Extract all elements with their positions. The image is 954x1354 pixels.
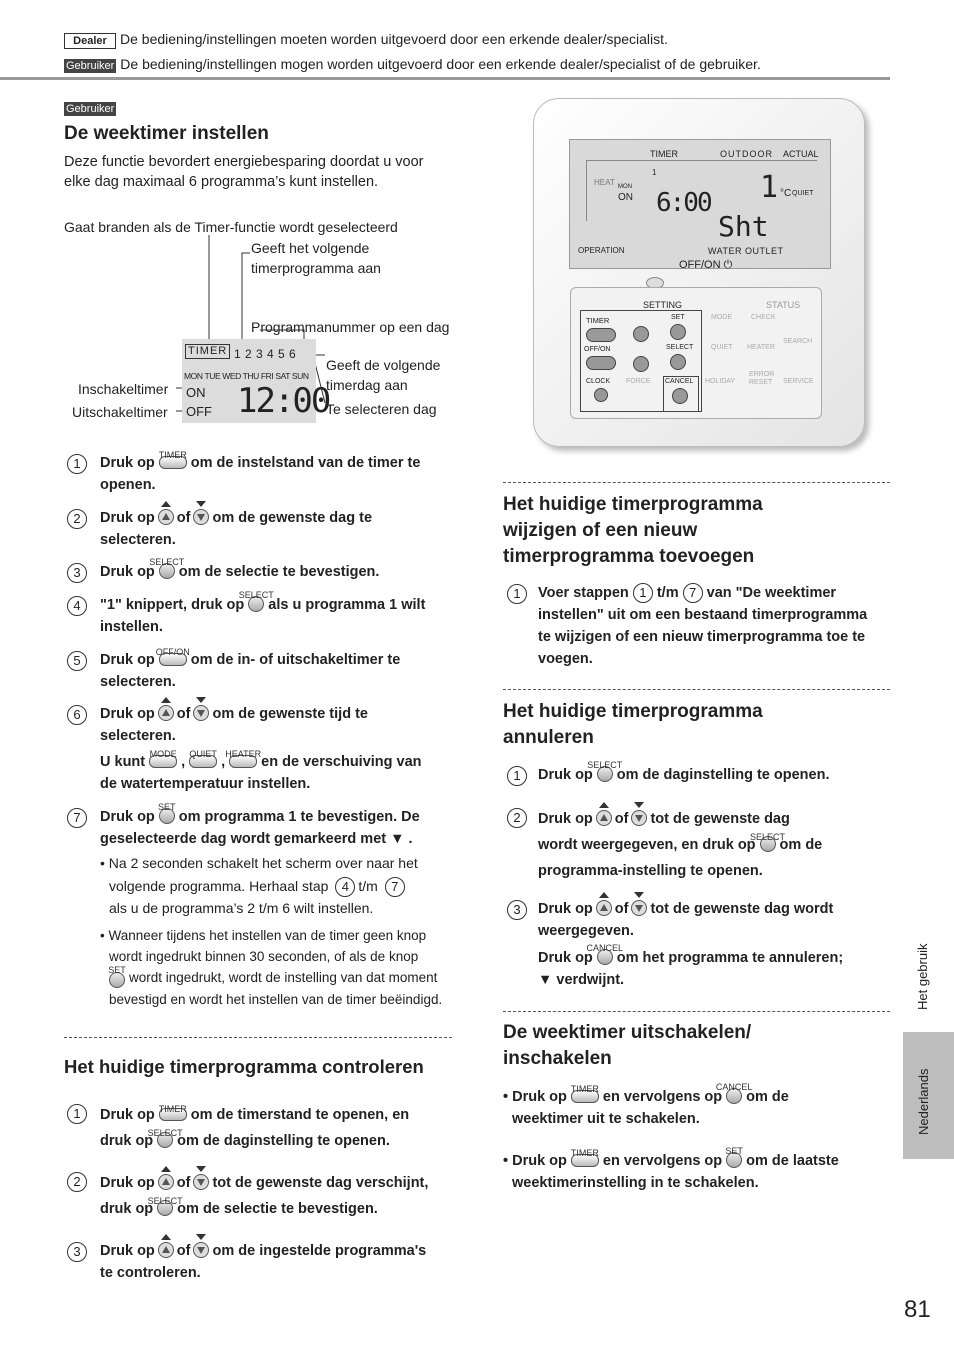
up-button-icon xyxy=(596,810,612,826)
section3-title-line3: timerprogramma toevoegen xyxy=(503,546,755,567)
step-2-number: 2 xyxy=(67,509,87,529)
remote-lcd-sht: Sht xyxy=(718,210,769,243)
step-2-text-a: Druk op xyxy=(100,510,155,526)
remote-btn-quiet-label: QUIET xyxy=(711,344,733,351)
step-5-text-a: Druk op xyxy=(100,652,155,668)
timer-button-label: TIMER xyxy=(158,1103,187,1114)
down-button-icon xyxy=(193,509,209,525)
remote-lcd-time: 6:00 xyxy=(656,188,711,218)
note-1-line-a: • Na 2 seconden schakelt het scherm over naar het xyxy=(100,855,418,871)
heater-button-icon xyxy=(225,748,262,768)
down-button-icon xyxy=(193,1242,209,1258)
s4-step2-d: om de xyxy=(779,837,823,853)
quiet-button-icon xyxy=(189,748,217,768)
section1-tag-wrap xyxy=(64,99,120,117)
step-3-text-a: Druk op xyxy=(100,564,155,580)
select-button-label: SELECT xyxy=(750,832,786,843)
set-button-label: SET xyxy=(108,965,126,976)
remote-lcd-on: ON xyxy=(618,192,633,203)
note-step-4-ref: 4 xyxy=(335,877,355,897)
step-1-text-c: openen. xyxy=(100,477,156,493)
step-6-comma-1: , xyxy=(181,754,186,770)
remote-btn-holiday-label: HOLIDAY xyxy=(705,378,736,385)
note-1-tm: t/m xyxy=(358,878,378,894)
note-1-line-b: volgende programma. Herhaal stap xyxy=(109,878,329,894)
side-tab-het-gebruik xyxy=(903,930,947,1020)
s5-b2-d: weektimerinstelling in te schakelen. xyxy=(512,1175,759,1191)
remote-btn-offon xyxy=(586,356,616,370)
s5-b1-b: en vervolgens op xyxy=(602,1089,723,1105)
set-button-label: SET xyxy=(725,1146,743,1157)
s4-step3-e: om het programma te annuleren; xyxy=(616,950,844,966)
step-6-text-b: om de gewenste tijd te xyxy=(212,706,368,722)
step-1 xyxy=(100,449,460,496)
s2-step2-of: of xyxy=(176,1175,191,1191)
remote-btn-service-label: SERVICE xyxy=(783,378,814,385)
lcd-timer-label: TIMER xyxy=(185,344,230,359)
s2-step3-c: te controleren. xyxy=(100,1265,201,1281)
section4-title-line2: annuleren xyxy=(503,727,594,748)
section4-step-1-number: 1 xyxy=(507,766,527,786)
remote-lcd-outdoor: OUTDOOR xyxy=(720,149,773,159)
s4-step1-a: Druk op xyxy=(538,767,593,783)
s4-step2-b: tot de gewenste dag xyxy=(650,811,790,827)
user-text: De bediening/instellingen mogen worden uitgevoerd door een erkende dealer/specialist of de gebruiker. xyxy=(120,56,761,72)
user-line xyxy=(64,55,761,73)
down-button-icon xyxy=(193,1174,209,1190)
note-step-7-ref: 7 xyxy=(385,877,405,897)
remote-offon-text: OFF/ON xyxy=(679,259,721,271)
s4-step2-a: Druk op xyxy=(538,811,593,827)
step-2 xyxy=(100,507,460,551)
s3-text-d: instellen" uit om een bestaand timerprogramma xyxy=(538,607,868,623)
down-button-icon xyxy=(631,900,647,916)
header-rule xyxy=(0,77,890,80)
page-number: 81 xyxy=(904,1296,931,1323)
section4-step-3 xyxy=(538,898,883,942)
quiet-button-label: QUIET xyxy=(189,748,217,759)
s5-b2-a: • Druk op xyxy=(503,1153,567,1169)
step-5-text-b: om de in- of uitschakeltimer te xyxy=(190,652,401,668)
remote-setting: SETTING xyxy=(643,300,683,310)
s2-step2-b: tot de gewenste dag verschijnt, xyxy=(212,1175,429,1191)
step-6-number: 6 xyxy=(67,705,87,725)
section4-title xyxy=(503,699,763,751)
step-4-text-a: "1" knippert, druk op xyxy=(100,597,245,613)
s2-step2-a: Druk op xyxy=(100,1175,155,1191)
remote-btn-cancel xyxy=(672,388,688,404)
remote-btn-reset-label: RESET xyxy=(749,379,773,386)
remote-lcd-mon: MON xyxy=(618,184,632,190)
section2-step-3 xyxy=(100,1240,460,1284)
remote-btn-set xyxy=(670,324,686,340)
step-7-text-b: om programma 1 te bevestigen. De xyxy=(178,809,420,825)
step-6-extra xyxy=(100,748,460,795)
select-button-label: SELECT xyxy=(238,590,274,601)
timer-button-icon xyxy=(570,1083,599,1103)
section4-step-3-number: 3 xyxy=(507,900,527,920)
section5-title-line2: inschakelen xyxy=(503,1048,612,1069)
remote-lcd-program: 1 xyxy=(652,168,657,177)
divider-left xyxy=(64,1037,452,1038)
divider-right-1 xyxy=(503,482,890,483)
label-timer-lit: Gaat branden als de Timer-functie wordt geselecteerd xyxy=(64,219,398,235)
step-3-number: 3 xyxy=(67,563,87,583)
s4-step3-a: Druk op xyxy=(538,901,593,917)
section2-step-1 xyxy=(100,1102,460,1154)
label-select-day: Te selecteren dag xyxy=(326,401,437,417)
step-5-number: 5 xyxy=(67,651,87,671)
side-tab-nederlands xyxy=(903,1032,954,1159)
s5-b1-a: • Druk op xyxy=(503,1089,567,1105)
s3-text-a: Voer stappen xyxy=(538,585,629,601)
label-program-number: Programmanummer op een dag xyxy=(251,319,450,335)
s4-step1-b: om de daginstelling te openen. xyxy=(616,767,830,783)
s2-step1-a: Druk op xyxy=(100,1107,155,1123)
remote-lcd-timer: TIMER xyxy=(650,149,678,159)
timer-button-label: TIMER xyxy=(570,1147,599,1158)
mode-button-icon xyxy=(149,748,177,768)
select-button-label: SELECT xyxy=(147,1196,183,1207)
select-button-label: SELECT xyxy=(149,557,185,568)
set-button-icon xyxy=(108,965,126,988)
divider-right-3 xyxy=(503,1011,890,1012)
s4-step2-of: of xyxy=(614,811,629,827)
cancel-button-label: CANCEL xyxy=(586,943,624,954)
s3-ref-1: 1 xyxy=(633,583,653,603)
down-button-icon xyxy=(193,705,209,721)
note-2 xyxy=(100,925,470,1010)
set-button-icon xyxy=(725,1146,743,1168)
step-3-text-b: om de selectie te bevestigen. xyxy=(178,564,380,580)
select-button-icon xyxy=(587,760,623,782)
step-7 xyxy=(100,802,460,850)
timer-button-icon xyxy=(570,1147,599,1167)
s2-step3-b: om de ingestelde programma's xyxy=(212,1243,427,1259)
section2-title: Het huidige timerprogramma controleren xyxy=(64,1056,424,1077)
remote-lcd-operation: OPERATION xyxy=(578,246,625,255)
step-4-text-b: als u programma 1 wilt xyxy=(268,597,426,613)
remote-btn-clock xyxy=(594,388,608,402)
section2-step-2-number: 2 xyxy=(67,1172,87,1192)
s5-b1-d: weektimer uit te schakelen. xyxy=(512,1111,700,1127)
select-button-label: SELECT xyxy=(147,1128,183,1139)
step-6-text-c: selecteren. xyxy=(100,728,176,744)
section2-step-3-number: 3 xyxy=(67,1242,87,1262)
note-2-line-b: wordt ingedrukt binnen 30 seconden, of als de knop xyxy=(109,949,419,964)
section1-title: De weektimer instellen xyxy=(64,123,269,144)
step-2-text-c: selecteren. xyxy=(100,532,176,548)
remote-lcd-actual: ACTUAL xyxy=(783,149,819,159)
s3-text-f: voegen. xyxy=(538,651,593,667)
section5-title-line1: De weektimer uitschakelen/ xyxy=(503,1022,752,1043)
remote-btn-clock-label: CLOCK xyxy=(586,378,611,385)
section5-bullet-1 xyxy=(503,1082,883,1130)
note-2-line-c: wordt ingedrukt, wordt de instelling van dat moment xyxy=(129,970,438,985)
section3-step-number: 1 xyxy=(507,584,527,604)
step-6-text-d: U kunt xyxy=(100,754,146,770)
step-6 xyxy=(100,703,460,747)
select-button-label: SELECT xyxy=(587,760,623,771)
section4-step-2-number: 2 xyxy=(507,808,527,828)
lcd-on: ON xyxy=(186,385,206,400)
remote-status: STATUS xyxy=(766,300,801,310)
remote-lcd-water-outlet: WATER OUTLET xyxy=(708,246,784,256)
section4-title-line1: Het huidige timerprogramma xyxy=(503,701,763,722)
section3-title xyxy=(503,492,763,570)
lcd-program-numbers: 1 2 3 4 5 6 xyxy=(234,347,296,361)
note-2-line-a: • Wanneer tijdens het instellen van de timer geen knop xyxy=(100,928,427,943)
section1-intro: Deze functie bevordert energiebesparing doordat u voor elke dag maximaal 6 programma’s kunt instellen. xyxy=(64,154,424,190)
remote-btn-mode-label: MODE xyxy=(711,314,732,321)
section3-title-line1: Het huidige timerprogramma xyxy=(503,494,763,515)
step-3 xyxy=(100,557,460,583)
select-button-icon xyxy=(147,1196,183,1216)
s2-step2-d: om de selectie te bevestigen. xyxy=(177,1201,378,1217)
dealer-line xyxy=(64,30,668,49)
s4-step3-of: of xyxy=(614,901,629,917)
s4-step3-d: Druk op xyxy=(538,950,593,966)
step-6-of: of xyxy=(176,706,191,722)
s3-text-b: t/m xyxy=(656,585,679,601)
select-button-icon xyxy=(750,832,786,852)
heater-button-label: HEATER xyxy=(225,748,262,759)
s2-step2-c: druk op xyxy=(100,1201,154,1217)
dealer-text: De bediening/instellingen moeten worden uitgevoerd door een erkende dealer/specialist. xyxy=(120,31,668,47)
remote-btn-select xyxy=(670,354,686,370)
s2-step3-a: Druk op xyxy=(100,1243,155,1259)
remote-lcd-heat: HEAT xyxy=(594,178,615,187)
step-2-text-b: om de gewenste dag te xyxy=(212,510,373,526)
step-1-text-b: om de instelstand van de timer te xyxy=(190,455,421,471)
step-7-text-c: geselecteerde dag wordt gemarkeerd met ▼ . xyxy=(100,831,413,847)
remote-btn-offon-label: OFF/ON xyxy=(584,346,611,353)
up-button-icon xyxy=(158,1242,174,1258)
remote-btn-force-label: FORCE xyxy=(626,378,651,385)
label-on-timer: Inschakeltimer xyxy=(78,381,169,397)
step-6-text-g: en de verschuiving van xyxy=(261,754,422,770)
step-7-number: 7 xyxy=(67,808,87,828)
lcd-days: MON TUE WED THU FRI SAT SUN xyxy=(184,371,309,381)
cancel-button-icon xyxy=(715,1082,753,1104)
remote-btn-down xyxy=(633,356,649,372)
s4-step2-e: programma-instelling te openen. xyxy=(538,863,763,879)
down-button-icon xyxy=(631,810,647,826)
cancel-button-label: CANCEL xyxy=(715,1082,753,1093)
select-button-icon xyxy=(238,590,274,612)
remote-controller xyxy=(533,98,865,447)
remote-lcd-quiet: QUIET xyxy=(792,190,814,197)
timer-button-label: TIMER xyxy=(570,1083,599,1094)
step-4-text-c: instellen. xyxy=(100,619,163,635)
s3-ref-7: 7 xyxy=(683,583,703,603)
section3-step xyxy=(538,582,883,670)
remote-btn-heater-label: HEATER xyxy=(747,344,775,351)
label-off-timer: Uitschakeltimer xyxy=(72,404,168,420)
step-1-text-a: Druk op xyxy=(100,455,155,471)
up-button-icon xyxy=(158,509,174,525)
lcd-off: OFF xyxy=(186,404,212,419)
remote-lcd-unit: °C xyxy=(780,188,792,199)
section2-step-2 xyxy=(100,1170,460,1222)
s4-step2-c: wordt weergegeven, en druk op xyxy=(538,837,756,853)
remote-btn-cancel-label: CANCEL xyxy=(665,378,694,385)
remote-btn-check-label: CHECK xyxy=(751,314,776,321)
remote-offon-label: OFF/ON ⏻ xyxy=(679,259,733,271)
remote-btn-up xyxy=(633,326,649,342)
section4-step-1 xyxy=(538,760,883,786)
lcd-diagram xyxy=(182,339,330,423)
step-7-text-a: Druk op xyxy=(100,809,155,825)
remote-btn-timer xyxy=(586,328,616,342)
note-2-line-d: bevestigd en wordt het instellen van de timer beëindigd. xyxy=(109,992,443,1008)
s2-step1-b: om de timerstand te openen, en xyxy=(190,1107,410,1123)
section2-step-1-number: 1 xyxy=(67,1104,87,1124)
step-6-text-a: Druk op xyxy=(100,706,155,722)
select-button-icon xyxy=(149,557,185,579)
user-tag: Gebruiker xyxy=(66,60,115,72)
select-button-icon xyxy=(147,1128,183,1148)
step-5-text-c: selecteren. xyxy=(100,674,176,690)
divider-right-2 xyxy=(503,689,890,690)
section5-title xyxy=(503,1020,751,1072)
cancel-button-icon xyxy=(586,943,624,965)
step-4 xyxy=(100,590,460,638)
step-2-of: of xyxy=(176,510,191,526)
section3-title-line2: wijzigen of een nieuw xyxy=(503,520,698,541)
remote-btn-select-label: SELECT xyxy=(666,344,694,351)
remote-btn-search-label: SEARCH xyxy=(783,338,813,345)
lcd-time: 12:00 xyxy=(237,381,330,421)
remote-button-panel xyxy=(570,287,822,419)
remote-lcd xyxy=(569,139,831,269)
s4-step3-b: tot de gewenste dag wordt xyxy=(650,901,834,917)
side-nederlands-text: Nederlands xyxy=(916,1068,931,1135)
s4-step3-c: weergegeven. xyxy=(538,923,634,939)
up-button-icon xyxy=(596,900,612,916)
timer-button-icon xyxy=(158,1103,187,1121)
note-1 xyxy=(100,852,460,919)
s2-step3-of: of xyxy=(176,1243,191,1259)
offon-button-icon xyxy=(155,646,190,666)
step-6-comma-2: , xyxy=(221,754,226,770)
dealer-tag: Dealer xyxy=(64,33,116,49)
remote-btn-set-label: SET xyxy=(671,314,685,321)
label-next-program: Geeft het volgende timerprogramma aan xyxy=(251,240,381,276)
section4-step-2 xyxy=(538,806,883,884)
offon-button-label: OFF/ON xyxy=(155,646,190,657)
s3-text-e: te wijzigen of een nieuw timerprogramma toe te xyxy=(538,629,866,645)
remote-btn-timer-label: TIMER xyxy=(586,316,610,325)
label-next-day: Geeft de volgende timerdag aan xyxy=(326,357,441,393)
s5-b2-c: om de laatste xyxy=(746,1153,839,1169)
timer-button-label: TIMER xyxy=(158,449,187,460)
s5-b2-b: en vervolgens op xyxy=(602,1153,723,1169)
step-1-number: 1 xyxy=(67,454,87,474)
remote-btn-error-label: ERROR xyxy=(749,371,775,378)
section1-tag: Gebruiker xyxy=(66,103,115,115)
step-5 xyxy=(100,646,460,693)
s5-b1-c: om de xyxy=(746,1089,789,1105)
s4-step3-f: ▼ verdwijnt. xyxy=(538,972,625,988)
s3-text-c: van "De weektimer xyxy=(706,585,837,601)
s2-step1-c: druk op xyxy=(100,1133,154,1149)
up-button-icon xyxy=(158,705,174,721)
section4-step-3b xyxy=(538,943,883,991)
step-6-text-h: de watertemperatuur instellen. xyxy=(100,776,311,792)
step-4-number: 4 xyxy=(67,596,87,616)
section5-bullet-2 xyxy=(503,1146,883,1194)
remote-lcd-temp: 1 xyxy=(760,170,779,205)
set-button-label: SET xyxy=(158,802,176,813)
set-button-icon xyxy=(158,802,176,824)
timer-button-icon xyxy=(158,449,187,469)
s2-step1-d: om de daginstelling te openen. xyxy=(177,1133,390,1149)
note-1-line-d: als u de programma’s 2 t/m 6 wilt instellen. xyxy=(109,900,374,916)
side-het-gebruik-text: Het gebruik xyxy=(915,943,930,1010)
mode-button-label: MODE xyxy=(149,748,177,759)
